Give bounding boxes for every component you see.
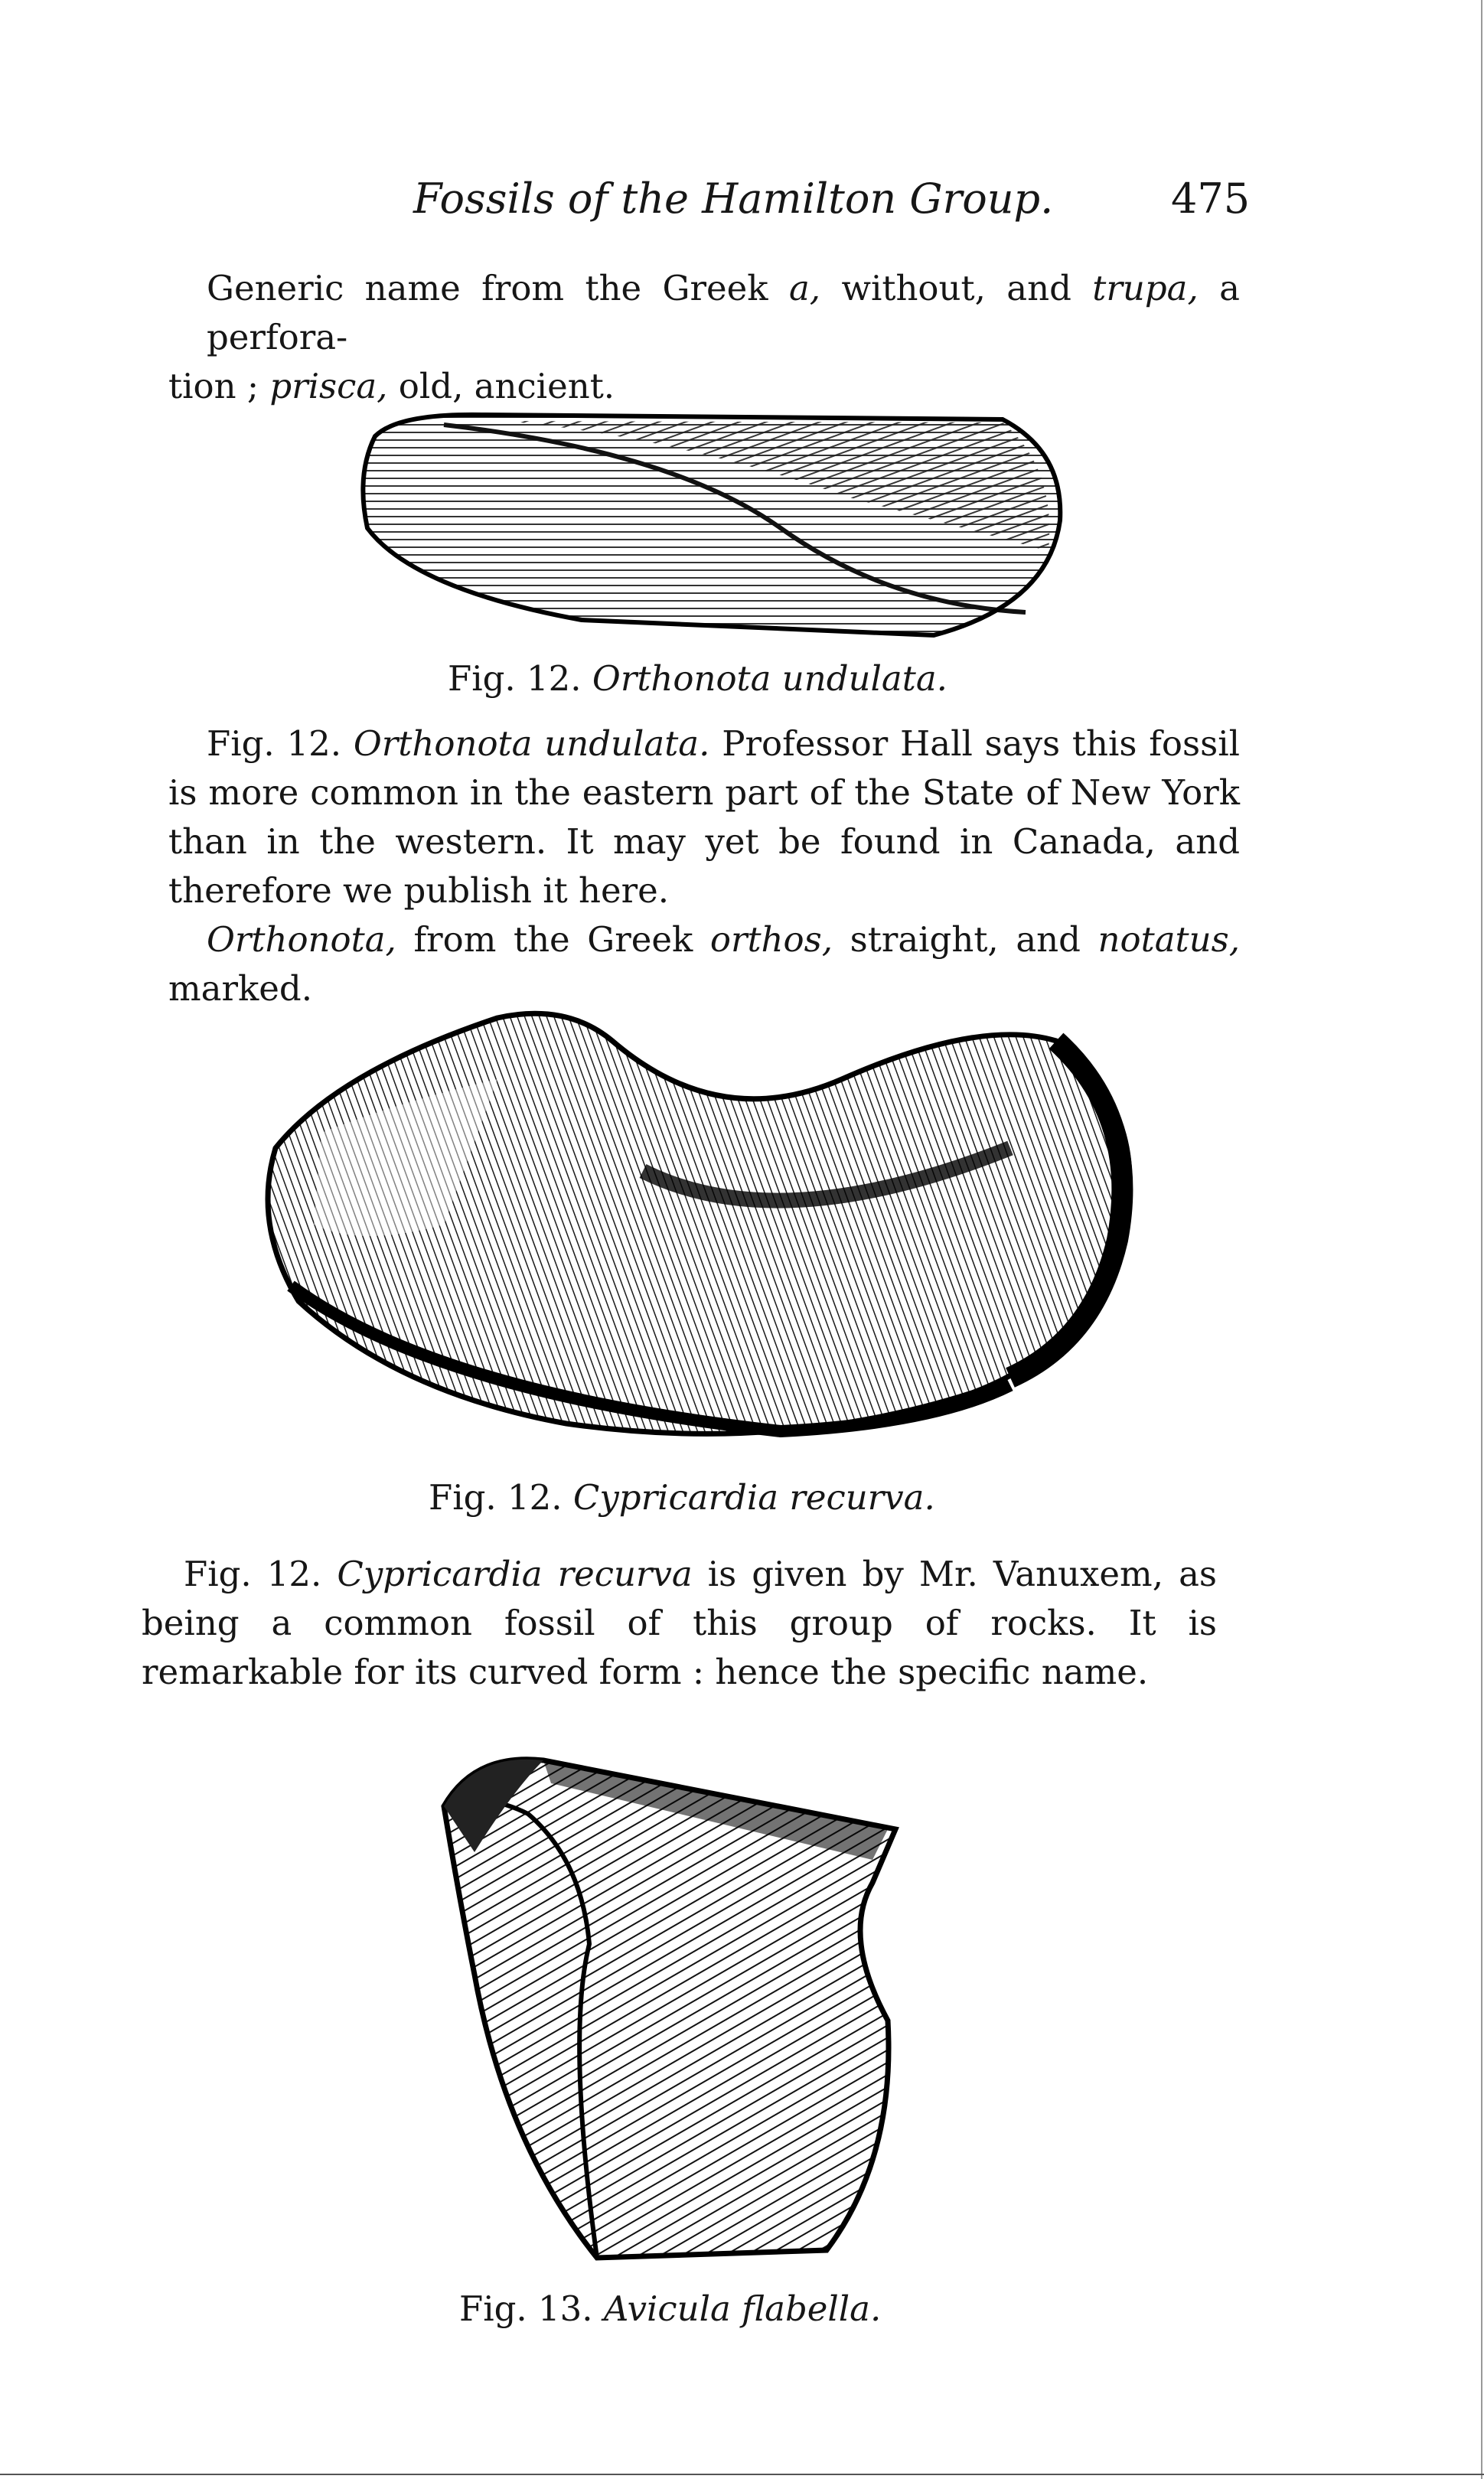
intro-paragraph: Generic name from the Greek a, without, and trupa, a perfora- tion ; prisca, old, ancient. xyxy=(168,268,1241,406)
fig1-caption: Fig. 12. Orthonota undulata. xyxy=(448,658,947,699)
avicula-illustration xyxy=(429,1745,918,2265)
page-number: 475 xyxy=(1171,175,1251,223)
orthonota-illustration xyxy=(352,406,1071,651)
cypricardia-illustration xyxy=(245,995,1148,1454)
bottom-rule xyxy=(0,2474,1484,2475)
fig2-paragraph: Fig. 12. Cypricardia recurva is given by Mr. Vanuxem, as being a common fossil of this group of rocks. It is remarkable for its curved form : hence the specific name. xyxy=(142,1554,1217,1692)
fig3-caption: Fig. 13. Avicula flabella. xyxy=(459,2288,882,2329)
page-edge xyxy=(1481,0,1482,2479)
fig1-paragraph: Fig. 12. Orthonota undulata. Professor Hall says this fossil is more common in the eastern part of the State of New York than in the western. It may yet be found in Canada, and therefore we publish it here. Orthonota, from the Greek orthos, straight, and notatus, marked. xyxy=(168,723,1240,1009)
running-header: Fossils of the Hamilton Group. xyxy=(413,175,1054,223)
fig2-caption: Fig. 12. Cypricardia recurva. xyxy=(429,1477,935,1518)
